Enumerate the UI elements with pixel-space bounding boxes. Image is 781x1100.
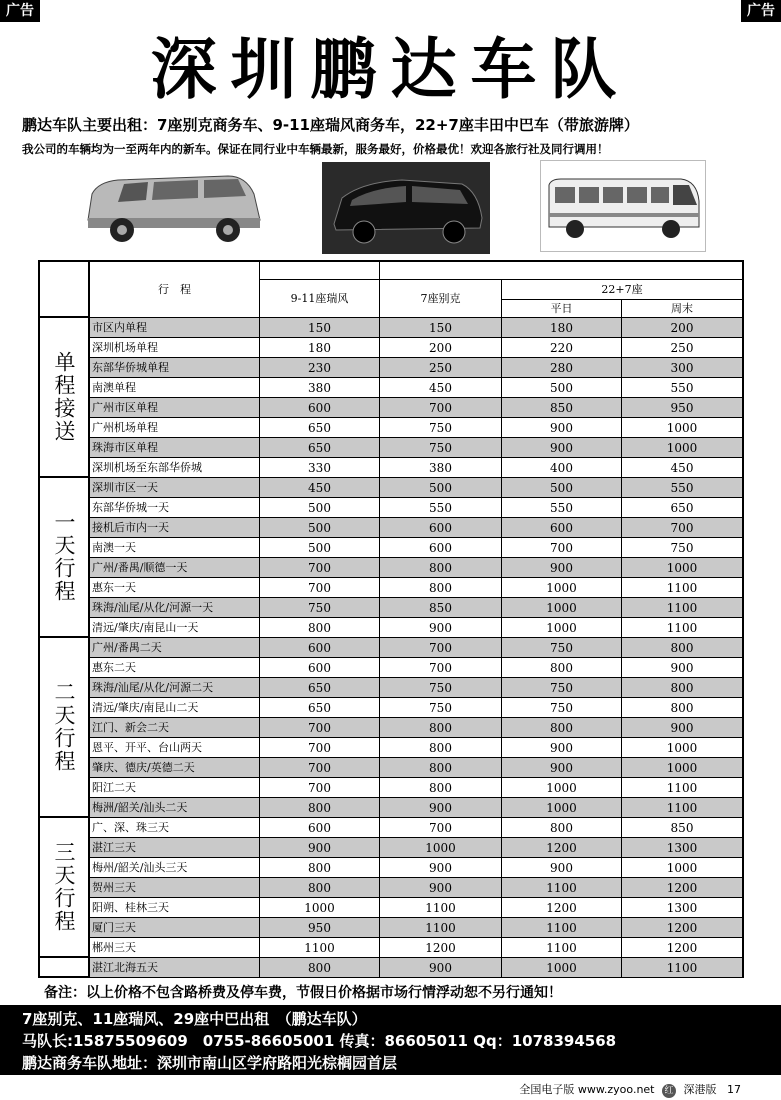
- price-cell: 900: [380, 618, 502, 637]
- table-row: [90, 798, 742, 818]
- route-cell: 深圳机场单程: [90, 338, 260, 357]
- price-cell: 1100: [666, 781, 698, 795]
- price-cell: 650: [670, 501, 694, 515]
- price-cell: 800: [380, 758, 502, 777]
- table-row: [90, 478, 742, 498]
- route-cell: 江门、新会二天: [90, 718, 260, 737]
- price-cell: 600: [502, 518, 622, 537]
- price-cell: 750: [502, 698, 622, 717]
- route-cell: 广州/番禺二天: [90, 638, 260, 657]
- section-label: [40, 958, 90, 978]
- table-row: [90, 698, 742, 718]
- route-cell: 湛江三天: [90, 838, 260, 857]
- price-cell: 1200: [502, 838, 622, 857]
- price-cell: 1100: [666, 601, 698, 615]
- header-blank-2: [380, 262, 742, 280]
- price-cell: 900: [502, 438, 622, 457]
- price-cell: 600: [260, 818, 380, 837]
- price-cell: 900: [502, 418, 622, 437]
- price-cell: 1200: [666, 921, 698, 935]
- price-cell: 700: [380, 818, 502, 837]
- table-row: [90, 638, 742, 658]
- price-cell: 1100: [666, 961, 698, 975]
- price-cell: 650: [260, 678, 380, 697]
- price-cell: 1000: [502, 578, 622, 597]
- route-cell: 深圳市区一天: [90, 478, 260, 497]
- price-cell: 900: [380, 878, 502, 897]
- route-cell: 南澳单程: [90, 378, 260, 397]
- price-cell: 750: [380, 438, 502, 457]
- table-row: [90, 318, 742, 338]
- route-cell: 珠海/汕尾/从化/河源一天: [90, 598, 260, 617]
- table-row: [90, 558, 742, 578]
- ad-tag-left: 广告: [0, 0, 40, 22]
- price-cell: 200: [380, 338, 502, 357]
- price-cell: 750: [380, 698, 502, 717]
- price-cell: 1100: [666, 621, 698, 635]
- table-row: [90, 358, 742, 378]
- price-cell: 650: [260, 698, 380, 717]
- price-cell: 1300: [666, 841, 698, 855]
- price-cell: 1000: [666, 441, 698, 455]
- route-cell: 恩平、开平、台山两天: [90, 738, 260, 757]
- price-cell: 250: [380, 358, 502, 377]
- price-cell: 800: [260, 878, 380, 897]
- footer-edition: 深港版: [683, 1083, 717, 1096]
- price-cell: 800: [260, 798, 380, 817]
- price-cell: 800: [380, 578, 502, 597]
- table-row: [90, 938, 742, 958]
- route-cell: 东部华侨城一天: [90, 498, 260, 517]
- table-row: [90, 578, 742, 598]
- table-row: [90, 338, 742, 358]
- route-cell: 阳江二天: [90, 778, 260, 797]
- route-cell: 贺州三天: [90, 878, 260, 897]
- header-weekday: 平日: [502, 300, 622, 318]
- price-cell: 550: [380, 498, 502, 517]
- route-cell: 梅州/韶关/汕头三天: [90, 858, 260, 877]
- price-cell: 700: [380, 658, 502, 677]
- section-label: [40, 638, 90, 818]
- price-cell: 800: [380, 718, 502, 737]
- price-cell: 500: [502, 378, 622, 397]
- price-cell: 900: [670, 661, 694, 675]
- route-cell: 肇庆、德庆/英德二天: [90, 758, 260, 777]
- price-cell: 750: [502, 678, 622, 697]
- section-label-text: 单程接送: [52, 351, 76, 443]
- table-row: [90, 538, 742, 558]
- route-cell: 阳朔、桂林三天: [90, 898, 260, 917]
- note-text: 备注：以上价格不包含路桥费及停车费，节假日价格据市场行情浮动恕不另行通知！: [44, 985, 562, 1001]
- table-row: [90, 518, 742, 538]
- price-cell: 650: [260, 438, 380, 457]
- price-cell: 800: [670, 701, 694, 715]
- price-cell: 1000: [502, 598, 622, 617]
- price-cell: 800: [260, 618, 380, 637]
- price-cell: 150: [380, 318, 502, 337]
- route-cell: 厦门三天: [90, 918, 260, 937]
- intro-line-2: 我公司的车辆均为一至两年内的新车。保证在同行业中车辆最新，服务最好，价格最优！欢迎各旅行社及同行调用！: [22, 142, 609, 156]
- price-cell: 180: [502, 318, 622, 337]
- price-cell: 900: [502, 758, 622, 777]
- band-line-2: 马队长:15875509609 0755-86605001 传真：86605011 Qq：1078394568: [22, 1032, 617, 1050]
- price-cell: 500: [260, 498, 380, 517]
- footer-logo-icon: 红: [662, 1084, 676, 1098]
- price-cell: 1000: [502, 958, 622, 977]
- price-cell: 380: [380, 458, 502, 477]
- price-cell: 700: [260, 558, 380, 577]
- header-bus: 22+7座: [502, 280, 742, 300]
- price-cell: 700: [260, 758, 380, 777]
- table-row: [90, 818, 742, 838]
- price-cell: 700: [380, 398, 502, 417]
- price-cell: 550: [670, 481, 694, 495]
- price-cell: 800: [380, 738, 502, 757]
- price-cell: 1000: [666, 421, 698, 435]
- price-cell: 600: [260, 638, 380, 657]
- table-row: [90, 458, 742, 478]
- price-cell: 700: [260, 738, 380, 757]
- price-cell: 950: [670, 401, 694, 415]
- price-cell: 800: [380, 558, 502, 577]
- price-cell: 650: [260, 418, 380, 437]
- price-cell: 150: [260, 318, 380, 337]
- route-cell: 广州/番禺/顺德一天: [90, 558, 260, 577]
- price-cell: 600: [260, 398, 380, 417]
- price-cell: 1100: [666, 801, 698, 815]
- price-cell: 900: [380, 858, 502, 877]
- route-cell: 惠东一天: [90, 578, 260, 597]
- section-label: [40, 478, 90, 638]
- route-cell: 珠海/汕尾/从化/河源二天: [90, 678, 260, 697]
- price-cell: 550: [670, 381, 694, 395]
- price-cell: 800: [260, 858, 380, 877]
- route-cell: 清远/肇庆/南昆山二天: [90, 698, 260, 717]
- price-cell: 800: [670, 681, 694, 695]
- table-row: [90, 778, 742, 798]
- price-cell: 600: [380, 538, 502, 557]
- price-cell: 850: [670, 821, 694, 835]
- price-cell: 800: [670, 641, 694, 655]
- price-cell: 600: [260, 658, 380, 677]
- price-cell: 250: [670, 341, 694, 355]
- price-cell: 900: [670, 721, 694, 735]
- price-cell: 950: [260, 918, 380, 937]
- route-cell: 梅洲/韶关/汕头二天: [90, 798, 260, 817]
- price-cell: 300: [670, 361, 694, 375]
- band-line-3: 鹏达商务车队地址：深圳市南山区学府路阳光棕榈园首层: [22, 1054, 398, 1072]
- ad-tag-right: 广告: [741, 0, 781, 22]
- section-label-text: 一天行程: [52, 511, 76, 603]
- price-cell: 1100: [502, 938, 622, 957]
- price-cell: 1100: [260, 938, 380, 957]
- header-blank-1: [260, 262, 380, 280]
- route-cell: 广州机场单程: [90, 418, 260, 437]
- route-cell: 广州市区单程: [90, 398, 260, 417]
- price-cell: 800: [260, 958, 380, 977]
- price-cell: 330: [260, 458, 380, 477]
- price-cell: 500: [502, 478, 622, 497]
- price-cell: 1000: [666, 561, 698, 575]
- footer-text: 全国电子版 www.zyoo.net: [519, 1083, 655, 1096]
- table-row: [90, 598, 742, 618]
- page-number: 17: [727, 1083, 741, 1096]
- price-cell: 550: [502, 498, 622, 517]
- price-cell: 1000: [502, 618, 622, 637]
- price-cell: 900: [380, 798, 502, 817]
- route-cell: 市区内单程: [90, 318, 260, 337]
- section-label-text: 三天行程: [52, 841, 76, 933]
- table-row: [90, 918, 742, 938]
- section-label: [40, 818, 90, 958]
- price-cell: 700: [260, 778, 380, 797]
- price-cell: 700: [502, 538, 622, 557]
- price-cell: 280: [502, 358, 622, 377]
- price-cell: 850: [380, 598, 502, 617]
- route-cell: 深圳机场至东部华侨城: [90, 458, 260, 477]
- price-cell: 1000: [380, 838, 502, 857]
- route-cell: 接机后市内一天: [90, 518, 260, 537]
- price-cell: 1200: [502, 898, 622, 917]
- table-row: [90, 398, 742, 418]
- table-row: [90, 958, 742, 978]
- table-row: [90, 418, 742, 438]
- price-cell: 1200: [666, 941, 698, 955]
- header-ruifeng: 9-11座瑞风: [260, 280, 380, 318]
- price-cell: 180: [260, 338, 380, 357]
- table-row: [90, 678, 742, 698]
- price-cell: 450: [260, 478, 380, 497]
- price-cell: 380: [260, 378, 380, 397]
- price-cell: 700: [260, 718, 380, 737]
- price-cell: 1100: [380, 918, 502, 937]
- table-row: [90, 898, 742, 918]
- price-cell: 750: [260, 598, 380, 617]
- route-cell: 东部华侨城单程: [90, 358, 260, 377]
- price-cell: 800: [380, 778, 502, 797]
- buick-mpv-photo: [322, 162, 490, 254]
- price-cell: 800: [502, 718, 622, 737]
- route-cell: 广、深、珠三天: [90, 818, 260, 837]
- price-cell: 500: [260, 518, 380, 537]
- price-cell: 1000: [260, 898, 380, 917]
- header-buick: 7座别克: [380, 280, 502, 318]
- price-cell: 700: [670, 521, 694, 535]
- route-cell: 清远/肇庆/南昆山一天: [90, 618, 260, 637]
- section-label-text: 二天行程: [52, 681, 76, 773]
- price-cell: 700: [260, 578, 380, 597]
- price-cell: 1100: [502, 918, 622, 937]
- band-line-1: 7座别克、11座瑞风、29座中巴出租 （鹏达车队）: [22, 1010, 367, 1028]
- price-cell: 1000: [666, 741, 698, 755]
- table-row: [90, 618, 742, 638]
- page-title: 深圳鹏达车队: [150, 31, 631, 108]
- price-cell: 900: [502, 858, 622, 877]
- van-photo: [78, 160, 268, 252]
- price-cell: 800: [502, 658, 622, 677]
- price-cell: 1000: [502, 798, 622, 817]
- price-cell: 200: [670, 321, 694, 335]
- table-row: [90, 878, 742, 898]
- price-cell: 900: [260, 838, 380, 857]
- price-cell: 220: [502, 338, 622, 357]
- price-cell: 900: [380, 958, 502, 977]
- price-cell: 1100: [380, 898, 502, 917]
- price-cell: 500: [380, 478, 502, 497]
- price-cell: 900: [502, 558, 622, 577]
- price-cell: 500: [260, 538, 380, 557]
- price-cell: 450: [670, 461, 694, 475]
- price-cell: 1100: [666, 581, 698, 595]
- price-cell: 900: [502, 738, 622, 757]
- header-corner: [40, 262, 90, 318]
- table-row: [90, 378, 742, 398]
- price-cell: 750: [502, 638, 622, 657]
- table-row: [90, 718, 742, 738]
- route-cell: 惠东二天: [90, 658, 260, 677]
- price-cell: 850: [502, 398, 622, 417]
- route-cell: 珠海市区单程: [90, 438, 260, 457]
- section-label: [40, 318, 90, 478]
- table-row: [90, 838, 742, 858]
- price-cell: 400: [502, 458, 622, 477]
- table-row: [90, 438, 742, 458]
- footer: [519, 1081, 741, 1098]
- price-cell: 750: [380, 418, 502, 437]
- price-cell: 1200: [380, 938, 502, 957]
- route-cell: 湛江北海五天: [90, 958, 260, 977]
- table-row: [90, 658, 742, 678]
- price-cell: 1000: [666, 761, 698, 775]
- contact-band: [0, 1005, 781, 1075]
- intro-line-1: 鹏达车队主要出租：7座别克商务车、9-11座瑞风商务车，22+7座丰田中巴车（带旅游牌）: [22, 116, 639, 134]
- price-cell: 700: [380, 638, 502, 657]
- table-row: [90, 858, 742, 878]
- price-cell: 800: [502, 818, 622, 837]
- price-cell: 230: [260, 358, 380, 377]
- minibus-photo: [540, 160, 706, 252]
- table-row: [90, 738, 742, 758]
- price-cell: 1200: [666, 881, 698, 895]
- price-table: [38, 260, 744, 978]
- route-cell: 郴州三天: [90, 938, 260, 957]
- table-row: [90, 758, 742, 778]
- price-cell: 450: [380, 378, 502, 397]
- price-cell: 1100: [502, 878, 622, 897]
- price-cell: 1300: [666, 901, 698, 915]
- header-weekend: 周末: [622, 300, 742, 318]
- price-cell: 750: [380, 678, 502, 697]
- table-row: [90, 498, 742, 518]
- route-cell: 南澳一天: [90, 538, 260, 557]
- price-cell: 600: [380, 518, 502, 537]
- price-cell: 1000: [502, 778, 622, 797]
- price-cell: 1000: [666, 861, 698, 875]
- price-cell: 750: [670, 541, 694, 555]
- header-route: 行 程: [90, 262, 260, 318]
